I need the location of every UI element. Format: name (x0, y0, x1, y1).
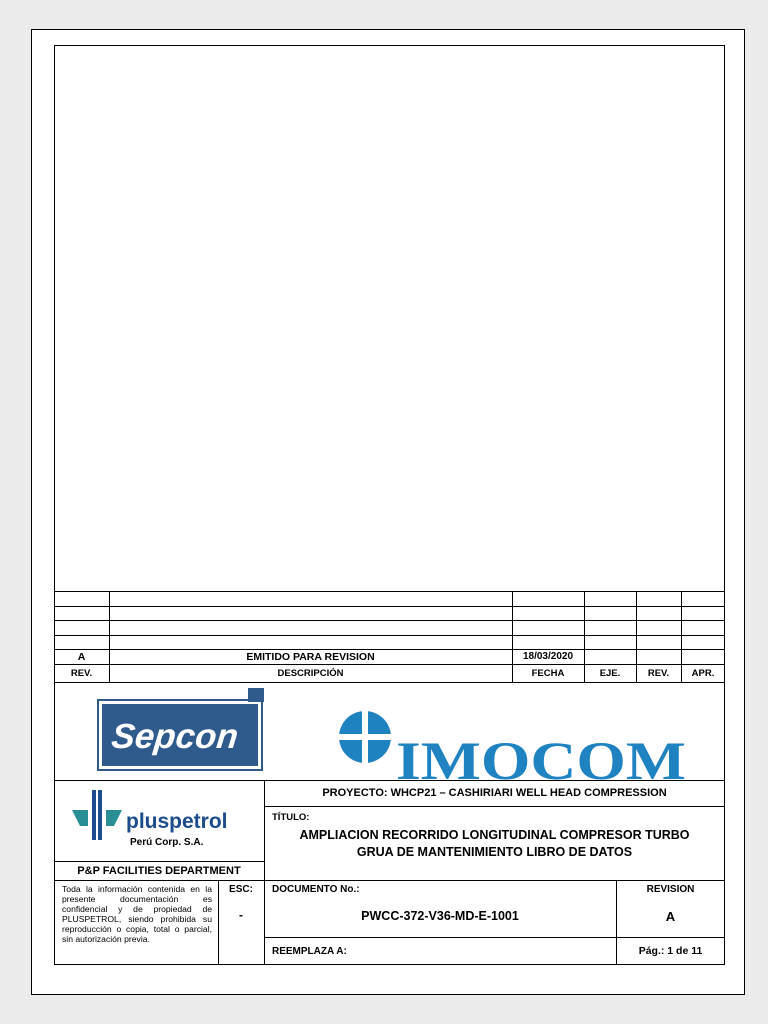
pluspetrol-wordmark: pluspetrol (126, 810, 228, 833)
rev-table-line (54, 635, 725, 636)
header-apr: APR. (691, 667, 715, 679)
sepcon-wordmark: Sepcon (109, 717, 241, 756)
title-block-line (264, 806, 725, 807)
pluspetrol-logo (70, 790, 250, 850)
descripcion-cell: EMITIDO PARA REVISION (246, 650, 375, 663)
titulo-label: TÍTULO: (272, 811, 310, 823)
imocom-wordmark: IMOCOM (396, 731, 686, 783)
header-rev-col: REV. (647, 667, 670, 679)
rev-table-line (54, 591, 725, 592)
document-title-line-2: GRUA DE MANTENIMIENTO LIBRO DE DATOS (356, 845, 633, 859)
imocom-logo (338, 705, 694, 783)
header-eje: EJE. (599, 667, 621, 679)
rev-table-line (54, 620, 725, 621)
imocom-logo-graphic (338, 705, 694, 783)
header-rev: REV. (70, 667, 93, 679)
department-name: P&P FACILITIES DEPARTMENT (77, 865, 241, 877)
rev-table-line (54, 682, 725, 683)
fecha-cell: 18/03/2020 (522, 651, 574, 662)
pluspetrol-subtitle: Perú Corp. S.A. (130, 837, 204, 848)
page-number: Pág.: 1 de 11 (638, 945, 703, 957)
rev-cell: A (77, 650, 86, 663)
document-number: PWCC-372-V36-MD-E-1001 (361, 909, 519, 923)
title-block-divider (264, 780, 265, 965)
title-block-line (54, 880, 725, 881)
esc-value: - (239, 908, 243, 922)
project-name: PROYECTO: WHCP21 – CASHIRIARI WELL HEAD COMPRESSION (322, 787, 667, 799)
rev-table-line (54, 606, 725, 607)
documento-label: DOCUMENTO No.: (272, 883, 360, 895)
pluspetrol-logo-graphic (70, 790, 250, 850)
confidentiality-notice: Toda la información contenida en la presente documentación es confidencial y de propiedad de PLUSPETROL, siendo prohibida su reproducción o copia, total o parcial, sin autorización previa. (62, 884, 212, 945)
revision-label: REVISION (646, 883, 695, 895)
reemplaza-label: REEMPLAZA A: (272, 945, 347, 957)
revision-value: A (665, 908, 676, 924)
document-title-line-1: AMPLIACION RECORRIDO LONGITUDINAL COMPRESOR TURBO (299, 828, 690, 842)
header-fecha: FECHA (531, 667, 565, 679)
sepcon-logo-graphic (96, 688, 264, 772)
sepcon-logo (96, 688, 264, 772)
esc-label: ESC: (229, 883, 253, 895)
header-descripcion: DESCRIPCIÓN (277, 667, 344, 679)
